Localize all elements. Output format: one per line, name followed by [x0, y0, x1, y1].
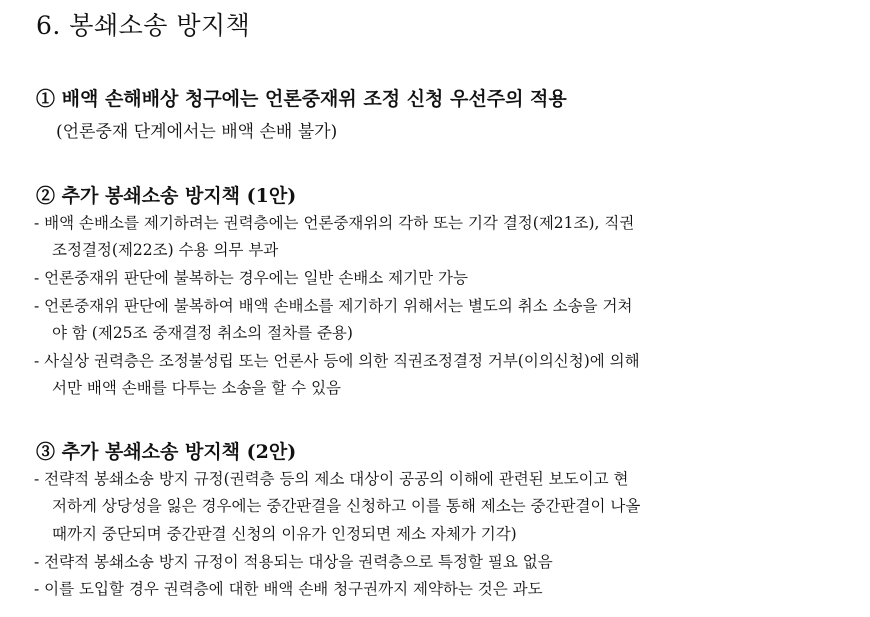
- section2-bullet-3-cont: 야 함 (제25조 중재결정 취소의 절차를 준용): [52, 324, 353, 342]
- section2-bullet-3: - 언론중재위 판단에 불복하여 배액 손배소를 제기하기 위해서는 별도의 취소 소송을 거쳐: [34, 297, 633, 315]
- section2-heading: ② 추가 봉쇄소송 방지책 (1안): [36, 185, 297, 207]
- section2-bullet-1: - 배액 손배소를 제기하려는 권력층에는 언론중재위의 각하 또는 기각 결정(제21조), 직권: [34, 214, 635, 232]
- section3-bullet-1-cont-1: 저하게 상당성을 잃은 경우에는 중간판결을 신청하고 이를 통해 제소는 중간판결이 나올: [52, 497, 641, 515]
- section1-heading: ① 배액 손해배상 청구에는 언론중재위 조정 신청 우선주의 적용: [36, 88, 567, 110]
- section3-bullet-1-cont-2: 때까지 중단되며 중간판결 신청의 이유가 인정되면 제소 자체가 기각): [52, 525, 517, 543]
- page-title: 6. 봉쇄소송 방지책: [36, 11, 251, 40]
- section2-bullet-4: - 사실상 권력층은 조정불성립 또는 언론사 등에 의한 직권조정결정 거부(이의신청)에 의해: [34, 352, 640, 370]
- section3-heading: ③ 추가 봉쇄소송 방지책 (2안): [36, 441, 297, 463]
- section1-note: (언론중재 단계에서는 배액 손배 불가): [56, 122, 338, 142]
- section3-bullet-3: - 이를 도입할 경우 권력층에 대한 배액 손배 청구권까지 제약하는 것은 과도: [34, 580, 543, 598]
- section3-bullet-1: - 전략적 봉쇄소송 방지 규정(권력층 등의 제소 대상이 공공의 이해에 관련된 보도이고 현: [34, 470, 629, 488]
- section2-bullet-2: - 언론중재위 판단에 불복하는 경우에는 일반 손배소 제기만 가능: [34, 269, 468, 287]
- section2-bullet-1-cont: 조정결정(제22조) 수용 의무 부과: [52, 241, 279, 259]
- section2-bullet-4-cont: 서만 배액 손배를 다투는 소송을 할 수 있음: [52, 379, 342, 397]
- section3-bullet-2: - 전략적 봉쇄소송 방지 규정이 적용되는 대상을 권력층으로 특정할 필요 없음: [34, 553, 553, 571]
